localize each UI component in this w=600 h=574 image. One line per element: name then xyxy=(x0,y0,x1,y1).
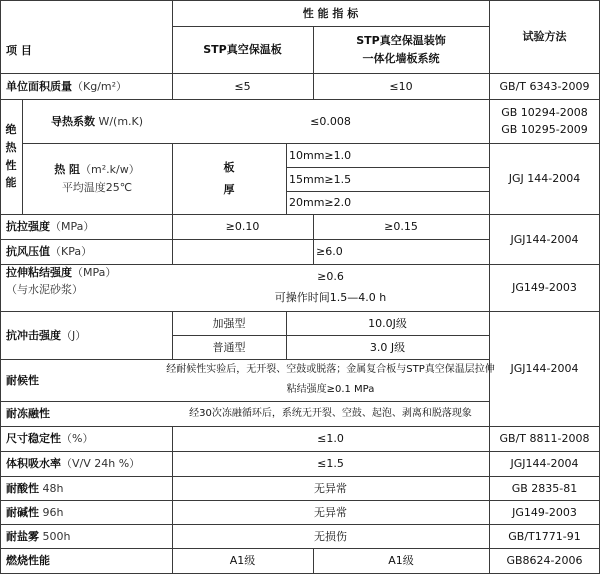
conductivity-value: ≤0.008 xyxy=(310,114,351,128)
row-acid-label xyxy=(0,476,172,500)
header-stp-board: STP真空保温板 xyxy=(203,43,282,56)
dimension-value: ≤1.0 xyxy=(317,432,344,445)
conductivity-unit: W/(m.K) xyxy=(98,114,144,128)
mass-label: 单位面积质量 xyxy=(6,79,72,93)
acid-method: GB 2835-81 xyxy=(511,481,578,495)
weather-label: 耐候性 xyxy=(6,373,39,387)
mass-method: GB/T 6343-2009 xyxy=(499,79,590,93)
impact-value2: 3.0 J级 xyxy=(369,340,406,354)
fire-method: GB8624-2006 xyxy=(506,554,583,567)
acid-unit: 48h xyxy=(42,481,64,495)
water-unit: （V/V 24h %） xyxy=(61,457,141,470)
weather-text2: 粘结强度≥0.1 MPa xyxy=(286,384,375,395)
water-label: 体积吸水率 xyxy=(6,457,61,470)
thickness-value-20: 20mm≥2.0 xyxy=(289,196,352,209)
resistance-label-cell xyxy=(22,143,172,214)
dimension-method: GB/T 8811-2008 xyxy=(499,432,590,445)
thickness-value-10: 10mm≥1.0 xyxy=(289,148,352,162)
bond-value-cell xyxy=(172,264,489,311)
wind-unit: （KPa） xyxy=(50,245,93,258)
impact-type2: 普通型 xyxy=(212,340,246,354)
insulation-char-4: 能 xyxy=(5,176,17,190)
resistance-label: 热 阻 xyxy=(54,163,81,177)
salt-label: 耐盐雾 xyxy=(6,529,39,543)
header-stp-system-line2: 一体化墙板系统 xyxy=(362,51,440,65)
mass-col2: ≤10 xyxy=(389,79,413,93)
header-test-method: 试验方法 xyxy=(522,30,567,43)
row-tensile-label xyxy=(0,214,172,239)
resistance-unit: （m².k/w） xyxy=(80,163,140,177)
alkali-method: JG149-2003 xyxy=(512,505,577,519)
thickness-char-1: 板 xyxy=(223,160,235,174)
tension-mpa-method: JGJ144-2004 xyxy=(510,232,579,246)
alkali-value: 无异常 xyxy=(314,505,347,519)
tensile-unit: （MPa） xyxy=(50,220,95,233)
bond-label-cell xyxy=(0,264,172,311)
alkali-label: 耐碱性 xyxy=(6,505,39,519)
salt-unit: 500h xyxy=(42,529,71,543)
weather-text1: 经耐候性实验后，无开裂、空鼓或脱落；金属复合板与STP真空保温层拉伸 xyxy=(166,364,495,375)
alkali-unit: 96h xyxy=(42,505,64,519)
row-impact-label xyxy=(0,311,172,359)
impact-type1: 加强型 xyxy=(212,316,246,330)
bond-sub: （与水泥砂浆） xyxy=(6,283,83,297)
freeze-label: 耐冻融性 xyxy=(6,407,50,420)
water-value: ≤1.5 xyxy=(317,457,344,470)
dimension-label: 尺寸稳定性 xyxy=(6,432,61,445)
row-dimension-label xyxy=(0,426,172,451)
conductivity-label: 导热系数 xyxy=(50,114,95,128)
bond-method: JG149-2003 xyxy=(512,281,577,294)
dimension-unit: （%） xyxy=(61,432,94,445)
resistance-method: JGJ 144-2004 xyxy=(508,172,581,185)
conductivity-method-2: GB 10295-2009 xyxy=(501,123,588,136)
bond-label: 拉伸粘结强度 xyxy=(6,266,72,279)
impact-unit: （J） xyxy=(61,328,87,342)
acid-label: 耐酸性 xyxy=(6,481,39,495)
fire-col2: A1级 xyxy=(388,554,414,567)
header-performance-indicators: 性 能 指 标 xyxy=(302,6,359,20)
resistance-note: 平均温度25℃ xyxy=(61,180,133,194)
thickness-label xyxy=(172,143,286,214)
conductivity-method xyxy=(489,99,600,143)
bond-note: 可操作时间1.5—4.0 h xyxy=(274,290,387,304)
row-salt-label xyxy=(0,524,172,548)
freeze-text: 经30次冻融循环后，系统无开裂、空鼓、起泡、剥离和脱落现象 xyxy=(189,407,472,419)
mass-unit: （Kg/m²） xyxy=(72,79,128,93)
header-stp-system xyxy=(313,26,489,73)
impact-value1: 10.0J级 xyxy=(368,316,407,330)
salt-method: GB/T1771-91 xyxy=(508,529,581,543)
row-water-label xyxy=(0,451,172,476)
row-alkali-label xyxy=(0,500,172,524)
mass-col1: ≤5 xyxy=(234,79,251,93)
insulation-group-label xyxy=(0,99,22,214)
thickness-value-15: 15mm≥1.5 xyxy=(289,172,352,186)
header-item: 项 目 xyxy=(6,43,32,57)
salt-value: 无损伤 xyxy=(314,529,347,543)
weather-text-cell xyxy=(166,359,495,401)
bond-value: ≥0.6 xyxy=(317,269,344,283)
thickness-char-2: 厚 xyxy=(223,182,235,196)
wind-value: ≥6.0 xyxy=(316,245,343,258)
fire-col1: A1级 xyxy=(229,554,256,567)
fire-label: 燃烧性能 xyxy=(6,554,50,567)
header-stp-system-line1: STP真空保温装饰 xyxy=(356,34,446,48)
conductivity-method-1: GB 10294-2008 xyxy=(501,105,588,119)
insulation-char-1: 绝 xyxy=(5,123,17,137)
tensile-label: 抗拉强度 xyxy=(6,220,50,233)
tensile-col1: ≥0.10 xyxy=(225,220,260,233)
impact-label: 抗冲击强度 xyxy=(6,328,61,342)
water-method: JGJ144-2004 xyxy=(510,457,579,470)
insulation-char-3: 性 xyxy=(5,158,17,172)
wind-label: 抗风压值 xyxy=(6,245,50,258)
tensile-col2: ≥0.15 xyxy=(384,220,418,233)
durability-method: JGJ144-2004 xyxy=(510,362,579,375)
insulation-char-2: 热 xyxy=(5,140,17,154)
conductivity-label-cell xyxy=(22,99,172,143)
row-mass-label xyxy=(0,73,172,99)
bond-unit: （MPa） xyxy=(72,266,117,279)
row-wind-label xyxy=(0,239,172,264)
acid-value: 无异常 xyxy=(314,481,347,495)
